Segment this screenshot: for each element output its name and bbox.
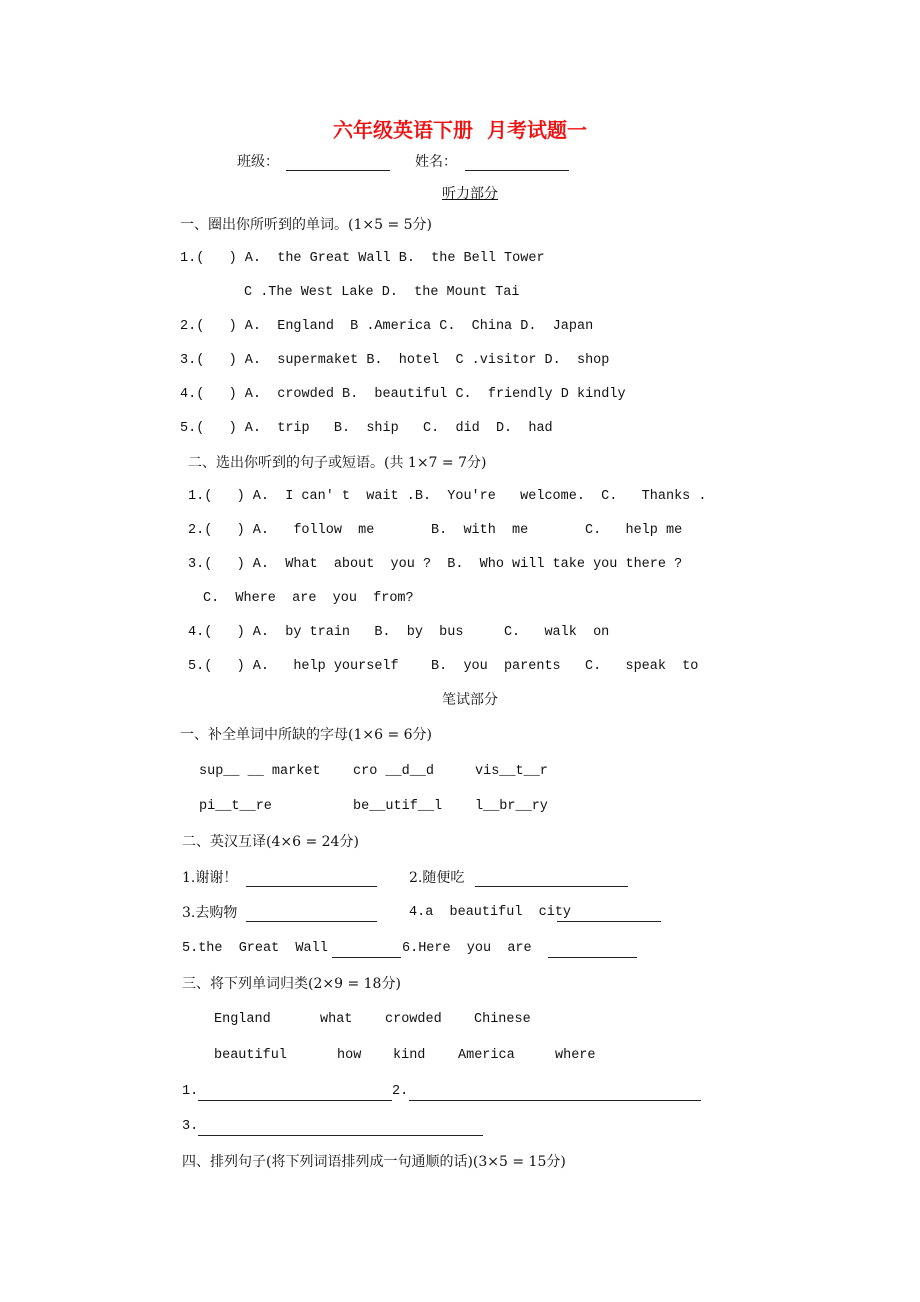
answer-label: 1. [182,1084,199,1099]
missing-letter-word: cro __d__d [353,764,435,779]
answer-blank[interactable] [475,886,628,887]
sort-word: America [458,1048,515,1063]
listening-heading: 听力部分 [442,186,498,202]
answer-blank[interactable] [409,1100,701,1101]
question-line: 2.( ) A. England B .America C. China D. Japan [180,319,594,334]
sort-word: kind [393,1048,426,1063]
sort-word: Chinese [474,1012,531,1027]
section-heading: 一、补全单词中所缺的字母(1×6 = 6分) [180,727,433,743]
question-line: 1.( ) A. the Great Wall B. the Bell Tower [180,251,545,266]
section-heading: 三、将下列单词归类(2×9 = 18分) [182,976,401,992]
translation-item: 5.the Great Wall [182,941,328,956]
question-line: 3.( ) A. supermaket B. hotel C .visitor D. shop [180,353,610,368]
answer-blank[interactable] [246,921,377,922]
name-field[interactable] [465,170,569,171]
question-line: 3.( ) A. What about you ? B. Who will take you there ? [188,557,683,572]
translation-item: 2.随便吃 [409,870,465,886]
name-label: 姓名： [415,154,457,170]
translation-item: 4.a beautiful city [409,905,572,920]
missing-letter-word: vis__t__r [475,764,548,779]
question-line: C .The West Lake D. the Mount Tai [244,285,520,300]
question-line: 4.( ) A. by train B. by bus C. walk on [188,625,610,640]
answer-blank[interactable] [246,886,377,887]
question-line: 4.( ) A. crowded B. beautiful C. friendly D kindly [180,387,626,402]
sort-word: crowded [385,1012,442,1027]
translation-item: 6.Here you are [402,941,532,956]
writing-heading: 笔试部分 [442,692,498,708]
sort-word: where [555,1048,596,1063]
sort-word: how [337,1048,362,1063]
question-line: 2.( ) A. follow me B. with me C. help me [188,523,683,538]
answer-blank[interactable] [332,957,401,958]
missing-letter-word: be__utif__l [353,799,443,814]
answer-blank[interactable] [548,957,637,958]
question-line: 5.( ) A. help yourself B. you parents C. speak to [188,659,699,674]
missing-letter-word: l__br__ry [475,799,548,814]
page-title: 六年级英语下册 月考试题一 [333,118,587,142]
sort-word: beautiful [214,1048,287,1063]
question-line: 1.( ) A. I can' t wait .B. You're welcome. C. Thanks . [188,489,707,504]
question-line: C. Where are you from? [203,591,414,606]
class-field[interactable] [286,170,390,171]
sort-word: England [214,1012,271,1027]
answer-blank[interactable] [557,921,661,922]
answer-blank[interactable] [198,1100,392,1101]
section-heading: 二、英汉互译(4×6 = 24分) [182,834,359,850]
section-heading: 二、选出你听到的句子或短语。(共 1×7 = 7分) [188,455,487,471]
translation-item: 1.谢谢！ [182,870,238,886]
class-label: 班级： [237,154,279,170]
answer-label: 2. [392,1084,409,1099]
answer-blank[interactable] [198,1135,483,1136]
missing-letter-word: pi__t__re [199,799,272,814]
section-heading: 一、圈出你所听到的单词。(1×5 = 5分) [180,217,433,233]
sort-word: what [320,1012,353,1027]
section-heading: 四、排列句子(将下列词语排列成一句通顺的话)(3×5 = 15分) [182,1154,566,1170]
question-line: 5.( ) A. trip B. ship C. did D. had [180,421,553,436]
missing-letter-word: sup__ __ market [199,764,321,779]
answer-label: 3. [182,1119,199,1134]
translation-item: 3.去购物 [182,905,238,921]
